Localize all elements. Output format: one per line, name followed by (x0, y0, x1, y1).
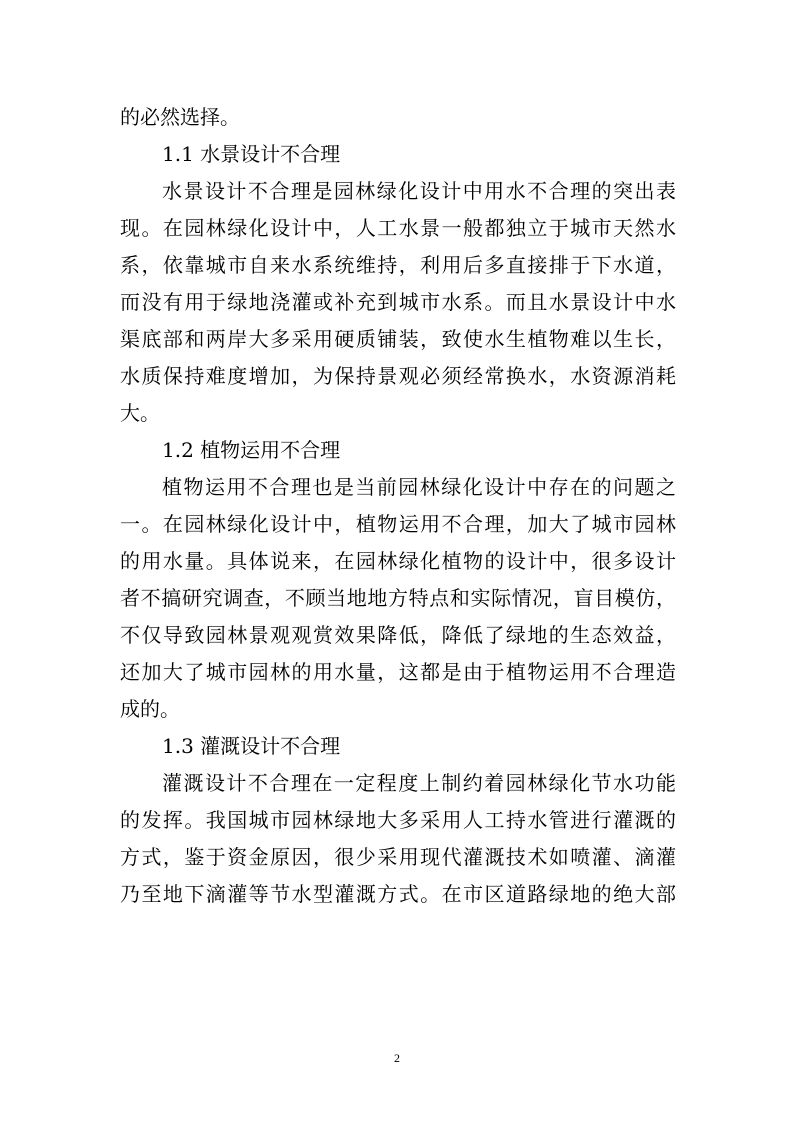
paragraph-line: 还加大了城市园林的用水量，这都是由于植物运用不合理造 (120, 660, 676, 684)
paragraph-line: 植物运用不合理也是当前园林绿化设计中存在的问题之 (162, 475, 676, 499)
page-body-text (120, 99, 676, 913)
paragraph-line: 的用水量。具体说来，在园林绿化植物的设计中，很多设计 (120, 549, 676, 573)
paragraph-line: 一。在园林绿化设计中，植物运用不合理，加大了城市园林 (120, 512, 676, 536)
paragraph-line: 现。在园林绿化设计中，人工水景一般都独立于城市天然水 (120, 216, 676, 240)
paragraph-line: 者不搞研究调查，不顾当地地方特点和实际情况，盲目模仿， (120, 586, 676, 610)
paragraph-line: 系，依靠城市自来水系统维持，利用后多直接排于下水道， (120, 253, 676, 277)
section-heading: 1.2 植物运用不合理 (162, 438, 341, 462)
section-heading: 1.3 灌溉设计不合理 (162, 734, 341, 758)
paragraph-line: 成的。 (120, 697, 180, 721)
paragraph-line: 而没有用于绿地浇灌或补充到城市水系。而且水景设计中水 (120, 290, 676, 314)
section-heading: 1.1 水景设计不合理 (162, 142, 341, 166)
paragraph-line: 的发挥。我国城市园林绿地大多采用人工持水管进行灌溉的 (120, 808, 676, 832)
paragraph-line: 灌溉设计不合理在一定程度上制约着园林绿化节水功能 (162, 771, 676, 795)
paragraph-line: 渠底部和两岸大多采用硬质铺装，致使水生植物难以生长， (120, 327, 676, 351)
paragraph-line: 的必然选择。 (120, 105, 240, 129)
paragraph-line: 乃至地下滴灌等节水型灌溉方式。在市区道路绿地的绝大部 (120, 882, 676, 906)
paragraph-line: 大。 (120, 401, 160, 425)
paragraph-line: 不仅导致园林景观观赏效果降低，降低了绿地的生态效益， (120, 623, 676, 647)
paragraph-line: 水景设计不合理是园林绿化设计中用水不合理的突出表 (162, 179, 676, 203)
page-number: 2 (394, 1051, 400, 1065)
paragraph-line: 方式，鉴于资金原因，很少采用现代灌溉技术如喷灌、滴灌 (120, 845, 676, 869)
paragraph-line: 水质保持难度增加，为保持景观必须经常换水，水资源消耗 (120, 364, 676, 388)
